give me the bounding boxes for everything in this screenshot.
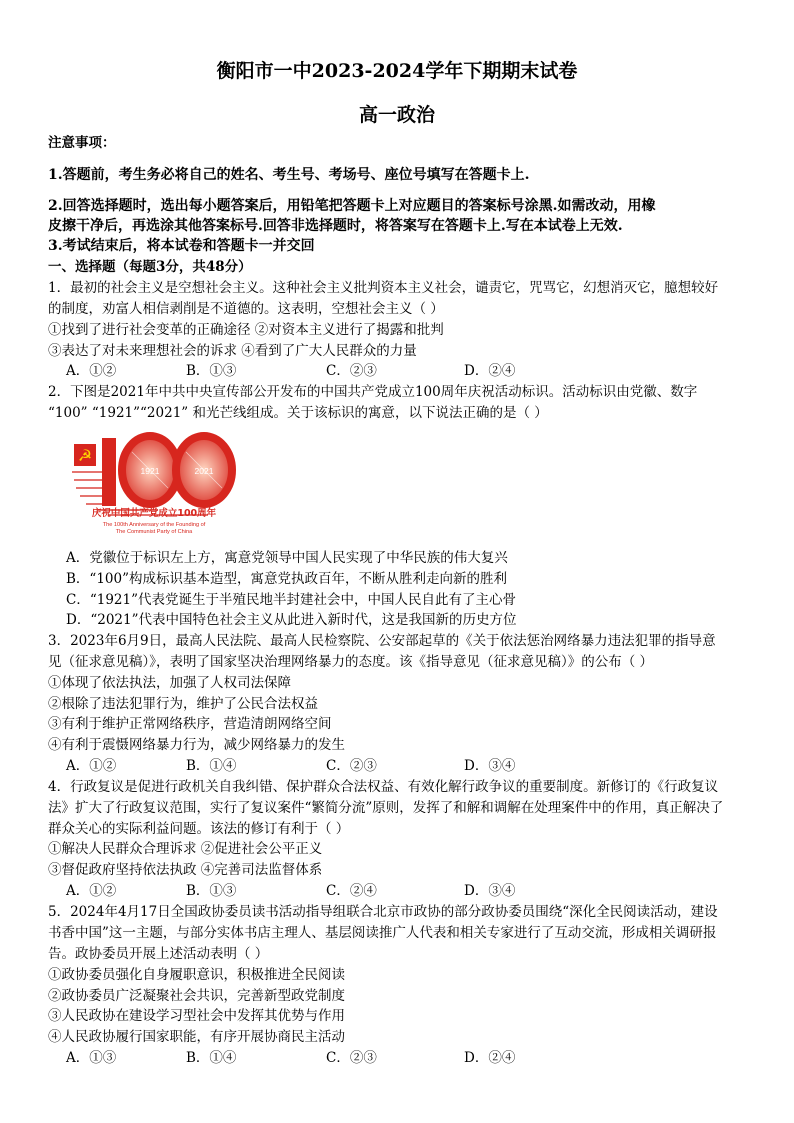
q2-choice-a[interactable]: A．党徽位于标识左上方，寓意党领导中国人民实现了中华民族的伟大复兴 bbox=[66, 550, 508, 566]
q2-choice-c[interactable]: C．“1921”代表党诞生于半殖民地半封建社会中，中国人民自此有了主心骨 bbox=[66, 592, 516, 608]
q3-statement-3: ③有利于维护正常网络秩序，营造清朗网络空间 bbox=[48, 716, 332, 732]
q4-option-b[interactable]: B．①③ bbox=[186, 883, 237, 899]
q5-statement-4: ④人民政协履行国家职能，有序开展协商民主活动 bbox=[48, 1029, 345, 1045]
exam-subject: 高一政治 bbox=[358, 104, 435, 126]
q5-option-c[interactable]: C．②③ bbox=[326, 1050, 377, 1066]
q1-option-a[interactable]: A．①② bbox=[66, 363, 117, 379]
centenary-logo-image bbox=[68, 432, 240, 536]
q2-choice-d[interactable]: D．“2021”代表中国特色社会主义从此进入新时代，这是我国新的历史方位 bbox=[66, 612, 517, 628]
q3-statement-2: ②根除了违法犯罪行为，维护了公民合法权益 bbox=[48, 696, 318, 712]
note-item-1: 1.答题前，考生务必将自己的姓名、考生号、考场号、座位号填写在答题卡上. bbox=[48, 167, 530, 183]
numeral-one-shape bbox=[102, 438, 116, 506]
q1-statement-line-2: ③表达了对未来理想社会的诉求 ④看到了广大人民群众的力量 bbox=[48, 343, 417, 359]
q4-option-a[interactable]: A．①② bbox=[66, 883, 117, 899]
q5-stem-line-3: 告。政协委员开展上述活动表明（ ） bbox=[48, 946, 269, 962]
note-item-2: 2.回答选择题时，选出每小题答案后，用铅笔把答题卡上对应题目的答案标号涂黑.如需改动，用橡 bbox=[48, 198, 656, 214]
q4-statement-line-1: ①解决人民群众合理诉求 ②促进社会公平正义 bbox=[48, 841, 323, 857]
q5-stem-line-2: 书香中国”这一主题，与部分实体书店主理人、基层阅读推广人代表和相关专家进行了互动交流，形成相关调研报 bbox=[48, 925, 717, 941]
q5-statement-3: ③人民政协在建设学习型社会中发挥其优势与作用 bbox=[48, 1008, 345, 1024]
q1-option-b[interactable]: B．①③ bbox=[186, 363, 237, 379]
section-heading: 一、选择题（每题3分，共48分） bbox=[48, 259, 252, 275]
q5-stem-line-1: 5．2024年4月17日全国政协委员读书活动指导组联合北京市政协的部分政协委员围绕“深化全民阅读活动，建设 bbox=[48, 904, 718, 920]
q4-stem-line-1: 4．行政复议是促进行政机关自我纠错、保护群众合法权益、有效化解行政争议的重要制度。新修订的《行政复议 bbox=[48, 779, 719, 795]
q5-statement-1: ①政协委员强化自身履职意识，积极推进全民阅读 bbox=[48, 967, 345, 983]
q1-option-d[interactable]: D．②④ bbox=[464, 363, 516, 379]
q4-statement-line-2: ③督促政府坚持依法执政 ④完善司法监督体系 bbox=[48, 862, 323, 878]
q4-option-d[interactable]: D．③④ bbox=[464, 883, 516, 899]
q2-stem-line-2: “100” “1921”“2021” 和光芒线组成。关于该标识的寓意，以下说法正确的是（ ） bbox=[48, 405, 548, 421]
logo-caption-cn: 庆祝中国共产党成立100周年 bbox=[91, 508, 217, 519]
q1-option-c[interactable]: C．②③ bbox=[326, 363, 377, 379]
logo-caption-en-1: The 100th Anniversary of the Founding of bbox=[102, 522, 206, 528]
q3-option-b[interactable]: B．①④ bbox=[186, 758, 237, 774]
logo-year-1921: 1921 bbox=[140, 466, 160, 476]
q1-statement-line-1: ①找到了进行社会变革的正确途径 ②对资本主义进行了揭露和批判 bbox=[48, 322, 444, 338]
q4-stem-line-2: 法》扩大了行政复议范围，实行了复议案件“繁简分流”原则，发挥了和解和调解在处理案件中的作用，真正解决了 bbox=[48, 800, 724, 816]
logo-caption-en-2: The Communist Party of China bbox=[115, 529, 193, 535]
notes-heading: 注意事项： bbox=[48, 135, 116, 151]
q3-statement-1: ①体现了依法执法，加强了人权司法保障 bbox=[48, 675, 291, 691]
q3-stem-line-1: 3．2023年6月9日，最高人民法院、最高人民检察院、公安部起草的《关于依法惩治网络暴力违法犯罪的指导意 bbox=[48, 633, 716, 649]
q5-option-a[interactable]: A．①③ bbox=[66, 1050, 117, 1066]
q3-statement-4: ④有利于震慑网络暴力行为，减少网络暴力的发生 bbox=[48, 737, 345, 753]
q3-stem-line-2: 见（征求意见稿）》，表明了国家坚决治理网络暴力的态度。该《指导意见（征求意见稿）》的公布（ ） bbox=[48, 654, 654, 670]
q4-option-c[interactable]: C．②④ bbox=[326, 883, 377, 899]
q5-statement-2: ②政协委员广泛凝聚社会共识，完善新型政党制度 bbox=[48, 988, 345, 1004]
exam-title: 衡阳市一中2023-2024学年下期期末试卷 bbox=[216, 60, 578, 82]
note-item-3: 3.考试结束后，将本试卷和答题卡一并交回 bbox=[48, 238, 315, 254]
q4-stem-line-3: 群众关心的实际利益问题。该法的修订有利于（ ） bbox=[48, 821, 350, 837]
q3-option-a[interactable]: A．①② bbox=[66, 758, 117, 774]
q5-option-d[interactable]: D．②④ bbox=[464, 1050, 516, 1066]
q3-option-c[interactable]: C．②③ bbox=[326, 758, 377, 774]
q1-stem-line-1: 1．最初的社会主义是空想社会主义。这种社会主义批判资本主义社会，谴责它，咒骂它，幻想消灭它，臆想较好 bbox=[48, 280, 719, 296]
q3-option-d[interactable]: D．③④ bbox=[464, 758, 516, 774]
q1-stem-line-2: 的制度，劝富人相信剥削是不道德的。这表明，空想社会主义（ ） bbox=[48, 301, 444, 317]
note-item-2-cont: 皮擦干净后，再选涂其他答案标号.回答非选择题时，将答案写在答题卡上.写在本试卷上无效. bbox=[48, 218, 623, 234]
logo-year-2021: 2021 bbox=[194, 466, 214, 476]
q2-choice-b[interactable]: B．“100”构成标识基本造型，寓意党执政百年，不断从胜利走向新的胜利 bbox=[66, 571, 507, 587]
q2-stem-line-1: 2．下图是2021年中共中央宣传部公开发布的中国共产党成立100周年庆祝活动标识。活动标识由党徽、数字 bbox=[48, 384, 698, 400]
q5-option-b[interactable]: B．①④ bbox=[186, 1050, 237, 1066]
svg-text:☭: ☭ bbox=[77, 446, 93, 465]
